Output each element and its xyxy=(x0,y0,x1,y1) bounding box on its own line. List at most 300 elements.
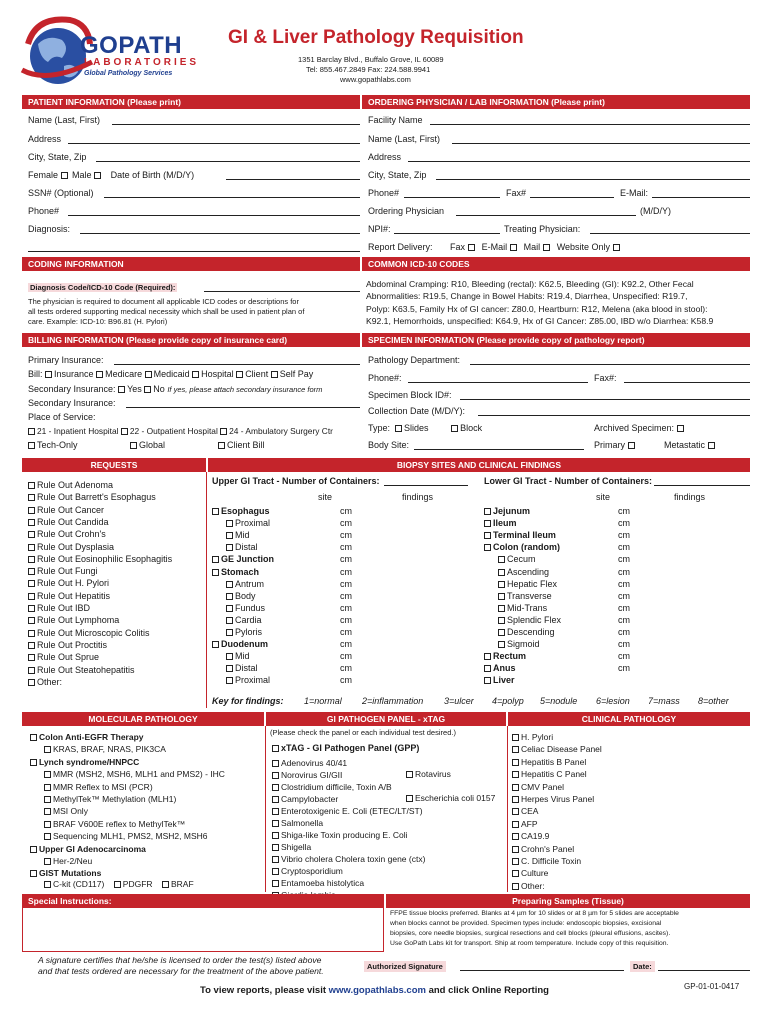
gi-pathogen-checkbox[interactable] xyxy=(272,784,279,791)
coding-note-1: The physician is required to document all applicable ICD codes or descriptions for xyxy=(28,297,299,306)
secondary-no-checkbox[interactable] xyxy=(144,386,151,393)
patient-name-field[interactable] xyxy=(112,124,360,125)
request-item xyxy=(28,529,106,539)
mid-divider-1 xyxy=(265,726,266,892)
lower-gi-title: Lower GI Tract - Number of Containers: xyxy=(484,476,653,486)
clinical-checkbox[interactable] xyxy=(512,734,519,741)
upper-site-checkbox[interactable] xyxy=(226,665,233,672)
upper-gi-title: Upper GI Tract - Number of Containers: xyxy=(212,476,380,486)
molecular-checkbox[interactable] xyxy=(30,870,37,877)
client-bill-label: Client Bill xyxy=(227,440,265,450)
secondary-yes-checkbox[interactable] xyxy=(118,386,125,393)
upper-cm-unit: cm xyxy=(340,530,352,541)
key-item: 1=normal xyxy=(304,696,342,706)
request-checkbox[interactable] xyxy=(28,605,35,612)
upper-site-head: site xyxy=(318,492,333,502)
molecular-checkbox[interactable] xyxy=(44,784,51,791)
pathology-dept-field[interactable] xyxy=(470,364,750,365)
tech-only-checkbox[interactable] xyxy=(28,442,35,449)
upper-site-item xyxy=(226,627,262,637)
upper-site-item xyxy=(226,591,256,601)
physician-info-header: ORDERING PHYSICIAN / LAB INFORMATION (Please print) xyxy=(362,95,750,109)
molecular-checkbox[interactable] xyxy=(30,759,37,766)
lower-site-label: Terminal Ileum xyxy=(493,530,556,541)
patient-address-label: Address xyxy=(28,134,62,144)
signature-statement-2: and that tests ordered are necessary for the treatment of the above patient. xyxy=(38,966,324,976)
global-label: Global xyxy=(139,440,166,450)
clinical-label: Other: xyxy=(521,880,545,891)
upper-containers-field[interactable] xyxy=(384,485,468,486)
prep-line-4: Use GoPath Labs kit for transport. Ship at room temperature. Include copy of this requisition. xyxy=(390,940,669,947)
diagnosis-code-field[interactable] xyxy=(204,291,360,292)
lower-site-checkbox[interactable] xyxy=(498,581,505,588)
request-item xyxy=(28,677,62,687)
patient-info-header: PATIENT INFORMATION (Please print) xyxy=(22,95,360,109)
mid-divider-2 xyxy=(507,726,508,892)
pos-21-label: 21 - Inpatient Hospital xyxy=(37,426,119,436)
upper-site-checkbox[interactable] xyxy=(212,556,219,563)
lower-cm-unit: cm xyxy=(618,663,630,674)
gi-pathogen-item xyxy=(272,758,347,768)
billing-info-header: BILLING INFORMATION (Please provide copy of insurance card) xyxy=(22,333,360,347)
upper-site-checkbox[interactable] xyxy=(226,617,233,624)
bill-hospital-checkbox[interactable] xyxy=(192,371,199,378)
lower-site-checkbox[interactable] xyxy=(484,677,491,684)
special-instructions-field[interactable] xyxy=(22,908,384,952)
request-item xyxy=(28,505,104,515)
specimen-phone-field[interactable] xyxy=(408,382,588,383)
lower-site-item xyxy=(498,639,540,649)
upper-cm-unit: cm xyxy=(340,602,352,613)
molecular-item xyxy=(44,782,153,792)
logo-main: GOPATH xyxy=(80,32,183,59)
lower-site-checkbox[interactable] xyxy=(498,569,505,576)
pathology-dept-label: Pathology Department: xyxy=(368,355,461,365)
gi-pathogen-checkbox[interactable] xyxy=(272,808,279,815)
specimen-fax-field[interactable] xyxy=(624,382,750,383)
upper-site-label: Pyloris xyxy=(235,627,263,637)
gi-pathogen-item xyxy=(272,854,425,864)
upper-cm-unit: cm xyxy=(340,554,352,565)
request-label: Rule Out IBD xyxy=(37,603,91,613)
lower-cm-unit: cm xyxy=(618,602,630,613)
pos-24-checkbox[interactable] xyxy=(220,428,227,435)
molecular-label: Her-2/Neu xyxy=(53,856,93,866)
upper-site-item xyxy=(226,579,264,589)
gi-pathogen-label: Enterotoxigenic E. Coli (ETEC/LT/ST) xyxy=(281,806,423,816)
prep-line-3: biopsies, core needle biopsies, surgical resections and cell blocks (pleural effusions, ascites). xyxy=(390,930,671,937)
lower-site-checkbox[interactable] xyxy=(498,605,505,612)
lower-site-checkbox[interactable] xyxy=(498,556,505,563)
upper-site-checkbox[interactable] xyxy=(212,508,219,515)
upper-cm-unit: cm xyxy=(340,651,352,662)
molecular-item xyxy=(44,794,176,804)
molecular-checkbox[interactable] xyxy=(44,808,51,815)
lower-site-head: site xyxy=(596,492,611,502)
physician-email-field[interactable] xyxy=(652,197,750,198)
type-label: Type: xyxy=(368,423,391,433)
lower-site-checkbox[interactable] xyxy=(498,629,505,636)
requests-divider xyxy=(206,472,207,708)
request-label: Rule Out Sprue xyxy=(37,652,100,663)
gi-pathogen-label: Campylobacter xyxy=(281,794,339,804)
treating-physician-field[interactable] xyxy=(590,233,750,234)
molecular-label: MethylTek™ Methylation (MLH1) xyxy=(53,794,177,804)
upper-site-checkbox[interactable] xyxy=(226,605,233,612)
coding-note-3: care. Example: ICD-10: B96.81 (H. Pylori) xyxy=(28,317,168,326)
request-label: Rule Out Cancer xyxy=(37,504,105,515)
patient-name-label: Name (Last, First) xyxy=(28,115,101,125)
lower-cm-unit: cm xyxy=(618,651,630,662)
request-item xyxy=(28,542,114,552)
female-checkbox[interactable] xyxy=(61,172,68,179)
molecular-last-row xyxy=(44,880,194,889)
upper-site-checkbox[interactable] xyxy=(226,520,233,527)
gi-pathogen-label: Shigella xyxy=(281,842,312,852)
clinical-checkbox[interactable] xyxy=(512,784,519,791)
upper-findings-head: findings xyxy=(402,492,434,502)
request-label: Rule Out Adenoma xyxy=(37,480,114,490)
slides-checkbox[interactable] xyxy=(395,425,402,432)
key-label: Key for findings: xyxy=(212,696,284,706)
primary-site-checkbox[interactable] xyxy=(628,442,635,449)
clinical-item xyxy=(512,856,581,866)
gi-pathogen-checkbox[interactable] xyxy=(272,760,279,767)
molecular-item xyxy=(30,757,139,767)
physician-name-label: Name (Last, First) xyxy=(368,134,441,144)
upper-site-label: Cardia xyxy=(235,614,262,625)
request-item xyxy=(28,591,110,601)
gpp-checkbox[interactable] xyxy=(272,745,279,752)
bill-medicaid-checkbox[interactable] xyxy=(145,371,152,378)
request-label: Rule Out Microscopic Colitis xyxy=(37,627,150,638)
ckit-checkbox[interactable] xyxy=(44,881,51,888)
upper-site-checkbox[interactable] xyxy=(226,532,233,539)
upper-site-checkbox[interactable] xyxy=(226,629,233,636)
lower-site-checkbox[interactable] xyxy=(484,665,491,672)
gi-pathogen-checkbox[interactable] xyxy=(272,772,279,779)
clinical-checkbox[interactable] xyxy=(512,883,519,890)
bill-selfpay-checkbox[interactable] xyxy=(271,371,278,378)
request-label: Other: xyxy=(37,676,63,687)
gi-pathogen-label: Norovirus GI/GII xyxy=(281,770,343,780)
diagnosis-field-1[interactable] xyxy=(80,233,360,234)
lower-cm-unit: cm xyxy=(618,530,630,541)
request-item xyxy=(28,566,98,576)
request-checkbox[interactable] xyxy=(28,593,35,600)
clinical-checkbox[interactable] xyxy=(512,771,519,778)
slides-label: Slides xyxy=(404,423,429,433)
clinical-item xyxy=(512,881,545,891)
gi-pathogen-checkbox[interactable] xyxy=(272,820,279,827)
pos-22-checkbox[interactable] xyxy=(121,428,128,435)
molecular-label: GIST Mutations xyxy=(39,868,102,879)
icd-codes-header: COMMON ICD-10 CODES xyxy=(362,257,750,271)
facility-field[interactable] xyxy=(430,124,750,125)
lab-website: www.gopathlabs.com xyxy=(340,75,411,84)
diagnosis-field-2[interactable] xyxy=(28,251,360,252)
gi-pathogen-checkbox[interactable] xyxy=(272,796,279,803)
clinical-item xyxy=(512,757,586,767)
clinical-checkbox[interactable] xyxy=(512,796,519,803)
gi-pathogen-item xyxy=(272,866,343,876)
logo-sub: LABORATORIES xyxy=(84,57,200,68)
request-label: Rule Out Steatohepatitis xyxy=(37,664,135,675)
molecular-item xyxy=(30,868,101,878)
gi-pathogen-item xyxy=(272,878,364,888)
secondary-insurance-field[interactable] xyxy=(126,407,360,408)
gi-pathogen-checkbox[interactable] xyxy=(272,856,279,863)
gi-pathogen-item xyxy=(272,794,338,804)
upper-site-checkbox[interactable] xyxy=(212,569,219,576)
request-checkbox[interactable] xyxy=(28,630,35,637)
upper-site-checkbox[interactable] xyxy=(226,544,233,551)
request-checkbox[interactable] xyxy=(28,642,35,649)
physician-address-field[interactable] xyxy=(408,161,750,162)
male-label: Male xyxy=(72,170,92,180)
lower-site-checkbox[interactable] xyxy=(484,544,491,551)
body-site-label: Body Site: xyxy=(368,440,410,450)
patient-address-field[interactable] xyxy=(68,143,360,144)
lower-site-item xyxy=(498,554,536,564)
molecular-item xyxy=(44,831,207,841)
ecoli-checkbox[interactable] xyxy=(406,795,413,802)
lower-site-label: Cecum xyxy=(507,554,536,565)
clinical-label: Hepatitis C Panel xyxy=(521,769,587,780)
physician-city-field[interactable] xyxy=(436,179,750,180)
molecular-checkbox[interactable] xyxy=(44,833,51,840)
ecoli-option xyxy=(406,794,495,803)
request-item xyxy=(28,615,119,625)
request-checkbox[interactable] xyxy=(28,580,35,587)
request-item xyxy=(28,628,150,638)
upper-cm-unit: cm xyxy=(340,590,352,601)
block-label: Block xyxy=(460,423,483,433)
clinical-item xyxy=(512,819,538,829)
request-checkbox[interactable] xyxy=(28,654,35,661)
gi-pathogen-checkbox[interactable] xyxy=(272,880,279,887)
bill-medicare-checkbox[interactable] xyxy=(96,371,103,378)
rotavirus-label: Rotavirus xyxy=(415,769,451,779)
lower-site-checkbox[interactable] xyxy=(484,508,491,515)
lower-site-checkbox[interactable] xyxy=(484,532,491,539)
archived-checkbox[interactable] xyxy=(677,425,684,432)
delivery-mail-checkbox[interactable] xyxy=(543,244,550,251)
molecular-item xyxy=(44,856,92,866)
clinical-label: Culture xyxy=(521,868,549,879)
biopsy-header: BIOPSY SITES AND CLINICAL FINDINGS xyxy=(208,458,750,472)
lower-cm-unit: cm xyxy=(618,614,630,625)
pos-21-checkbox[interactable] xyxy=(28,428,35,435)
molecular-label: MSI Only xyxy=(53,806,88,817)
dob-field[interactable] xyxy=(226,179,360,180)
physician-fax-field[interactable] xyxy=(530,197,614,198)
request-checkbox[interactable] xyxy=(28,482,35,489)
request-label: Rule Out Dysplasia xyxy=(37,541,115,552)
lower-containers-field[interactable] xyxy=(654,485,750,486)
clinical-label: C. Difficile Toxin xyxy=(521,856,582,866)
special-instructions-header: Special Instructions: xyxy=(22,894,384,908)
ecoli-label: Escherichia coli 0157 xyxy=(415,793,496,803)
molecular-item xyxy=(30,844,146,854)
gi-pathogen-item xyxy=(272,770,342,780)
clinical-item xyxy=(512,744,602,754)
upper-site-item xyxy=(226,651,250,661)
request-checkbox[interactable] xyxy=(28,556,35,563)
block-checkbox[interactable] xyxy=(451,425,458,432)
bill-client-checkbox[interactable] xyxy=(236,371,243,378)
bill-row xyxy=(28,369,313,379)
global-checkbox[interactable] xyxy=(130,442,137,449)
clinical-checkbox[interactable] xyxy=(512,821,519,828)
signature-statement-1: A signature certifies that he/she is licensed to order the test(s) listed above xyxy=(38,955,322,965)
request-checkbox[interactable] xyxy=(28,507,35,514)
molecular-checkbox[interactable] xyxy=(44,796,51,803)
report-delivery-row xyxy=(368,242,622,252)
upper-site-label: Duodenum xyxy=(221,639,268,650)
pos-row-1 xyxy=(28,426,333,436)
molecular-checkbox[interactable] xyxy=(44,746,51,753)
delivery-fax-checkbox[interactable] xyxy=(468,244,475,251)
lower-site-item xyxy=(484,675,515,685)
request-item xyxy=(28,517,109,527)
primary-insurance-field[interactable] xyxy=(114,364,360,365)
gpp-label: xTAG - GI Pathogen Panel (GPP) xyxy=(281,743,420,753)
molecular-checkbox[interactable] xyxy=(44,821,51,828)
clinical-label: CEA xyxy=(521,806,539,817)
clinical-checkbox[interactable] xyxy=(512,870,519,877)
bill-client-label: Client xyxy=(245,369,269,379)
gi-pathogen-item xyxy=(272,818,323,828)
lower-site-checkbox[interactable] xyxy=(484,653,491,660)
request-checkbox[interactable] xyxy=(28,568,35,575)
request-item xyxy=(28,554,172,564)
molecular-checkbox[interactable] xyxy=(30,734,37,741)
request-item xyxy=(28,603,90,613)
request-checkbox[interactable] xyxy=(28,544,35,551)
patient-city-field[interactable] xyxy=(96,161,360,162)
lower-site-checkbox[interactable] xyxy=(498,617,505,624)
physician-name-field[interactable] xyxy=(452,143,750,144)
lab-address: 1351 Barclay Blvd., Buffalo Grove, IL 60089 xyxy=(298,55,444,64)
upper-site-label: Mid xyxy=(235,651,250,662)
delivery-email-label: E-Mail xyxy=(481,242,508,252)
molecular-item xyxy=(44,744,166,754)
upper-site-checkbox[interactable] xyxy=(226,581,233,588)
male-checkbox[interactable] xyxy=(94,172,101,179)
clinical-item xyxy=(512,868,548,878)
pdgfr-checkbox[interactable] xyxy=(114,881,121,888)
collection-date-field[interactable] xyxy=(478,415,750,416)
gi-pathogen-checkbox[interactable] xyxy=(272,868,279,875)
delivery-web-checkbox[interactable] xyxy=(613,244,620,251)
patient-phone-field[interactable] xyxy=(68,215,360,216)
date-label: Date: xyxy=(630,961,655,972)
bill-insurance-checkbox[interactable] xyxy=(45,371,52,378)
clinical-checkbox[interactable] xyxy=(512,808,519,815)
upper-site-checkbox[interactable] xyxy=(226,677,233,684)
footer-link[interactable]: www.gopathlabs.com xyxy=(328,985,426,996)
upper-site-checkbox[interactable] xyxy=(226,653,233,660)
rotavirus-checkbox[interactable] xyxy=(406,771,413,778)
clinical-checkbox[interactable] xyxy=(512,833,519,840)
molecular-label: BRAF V600E reflex to MethylTek™ xyxy=(53,818,186,829)
upper-cm-unit: cm xyxy=(340,518,352,529)
request-checkbox[interactable] xyxy=(28,617,35,624)
secondary-row xyxy=(28,384,322,394)
upper-site-checkbox[interactable] xyxy=(226,593,233,600)
upper-site-checkbox[interactable] xyxy=(212,641,219,648)
metastatic-checkbox[interactable] xyxy=(708,442,715,449)
ssn-field[interactable] xyxy=(104,197,360,198)
facility-label: Facility Name xyxy=(368,115,423,125)
lower-site-checkbox[interactable] xyxy=(484,520,491,527)
ordering-physician-field[interactable] xyxy=(456,215,636,216)
clinical-checkbox[interactable] xyxy=(512,746,519,753)
physician-address-label: Address xyxy=(368,152,402,162)
braf-checkbox[interactable] xyxy=(162,881,169,888)
molecular-checkbox[interactable] xyxy=(44,771,51,778)
delivery-fax-label: Fax xyxy=(450,242,466,252)
request-item xyxy=(28,578,109,588)
request-checkbox[interactable] xyxy=(28,679,35,686)
request-label: Rule Out Eosinophilic Esophagitis xyxy=(37,553,173,564)
npi-field[interactable] xyxy=(394,233,500,234)
date-field[interactable] xyxy=(658,970,750,971)
lower-site-label: Rectum xyxy=(493,651,527,662)
clinical-checkbox[interactable] xyxy=(512,846,519,853)
molecular-item xyxy=(44,806,88,816)
upper-site-item xyxy=(226,542,258,552)
lower-findings-head: findings xyxy=(674,492,706,502)
request-label: Rule Out Hepatitis xyxy=(37,590,111,601)
request-item xyxy=(28,480,113,490)
request-checkbox[interactable] xyxy=(28,667,35,674)
female-label: Female xyxy=(28,170,59,180)
request-item xyxy=(28,665,135,675)
key-item: 6=lesion xyxy=(596,696,630,706)
clinical-checkbox[interactable] xyxy=(512,759,519,766)
prep-line-1: FFPE tissue blocks preferred. Blanks at 4 µm for 10 slides or at 8 µm for 5 slides are acceptable xyxy=(390,910,679,917)
molecular-checkbox[interactable] xyxy=(30,846,37,853)
clinical-label: CA19.9 xyxy=(521,831,550,842)
ordering-physician-label: Ordering Physician xyxy=(368,206,445,216)
lower-site-label: Jejunum xyxy=(493,506,531,516)
delivery-email-checkbox[interactable] xyxy=(510,244,517,251)
body-site-field[interactable] xyxy=(414,449,584,450)
upper-cm-unit: cm xyxy=(340,675,352,686)
secondary-insurance-label: Secondary Insurance: xyxy=(28,398,116,408)
physician-phone-field[interactable] xyxy=(404,197,500,198)
request-checkbox[interactable] xyxy=(28,531,35,538)
lower-site-checkbox[interactable] xyxy=(498,641,505,648)
clinical-label: Hepatitis B Panel xyxy=(521,756,587,767)
lower-site-checkbox[interactable] xyxy=(498,593,505,600)
clinical-item xyxy=(512,769,587,779)
request-checkbox[interactable] xyxy=(28,519,35,526)
gi-pathogen-checkbox[interactable] xyxy=(272,844,279,851)
block-id-field[interactable] xyxy=(460,399,750,400)
ssn-label: SSN# (Optional) xyxy=(28,188,94,198)
client-bill-checkbox[interactable] xyxy=(218,442,225,449)
request-checkbox[interactable] xyxy=(28,494,35,501)
gi-panel-note: (Please check the panel or each individual test desired.) xyxy=(270,728,456,737)
gi-pathogen-checkbox[interactable] xyxy=(272,832,279,839)
upper-site-item xyxy=(226,603,265,613)
clinical-checkbox[interactable] xyxy=(512,858,519,865)
signature-field[interactable] xyxy=(460,970,624,971)
molecular-checkbox[interactable] xyxy=(44,858,51,865)
